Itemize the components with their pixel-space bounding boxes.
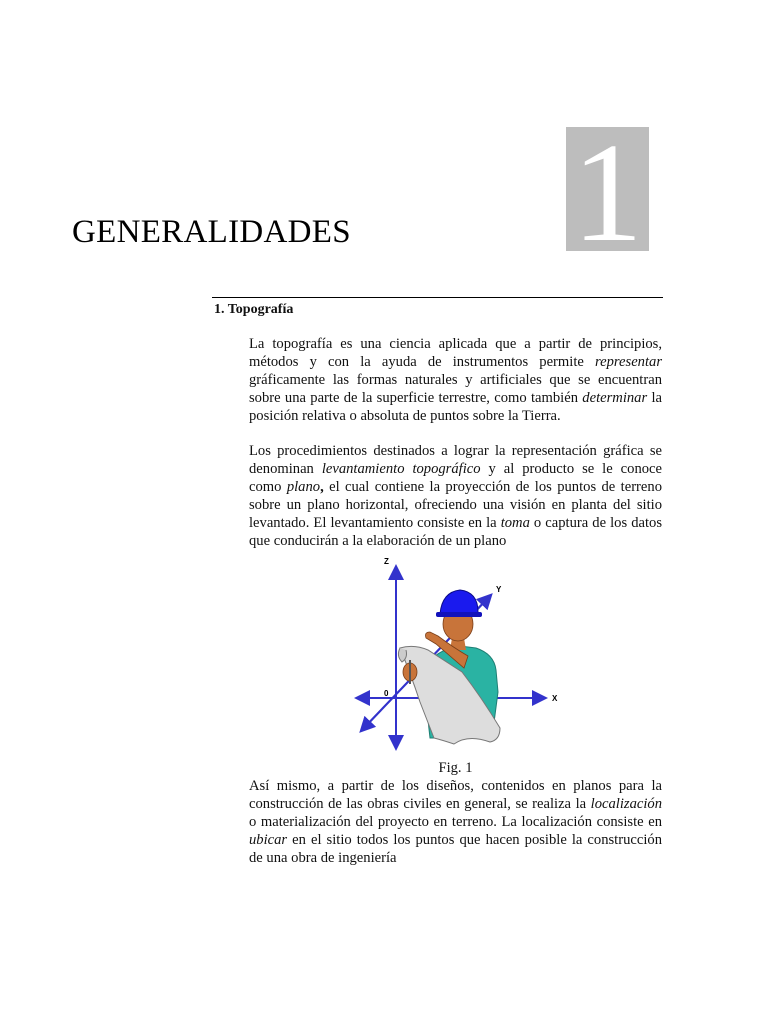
emphasis-term: levantamiento topográfico bbox=[321, 461, 481, 477]
text-run: o captura de los datos que conducirán a la elaboración de un plano bbox=[249, 515, 663, 549]
paragraph-1 bbox=[249, 335, 662, 425]
surveyor-illustration bbox=[350, 552, 565, 752]
chapter-number: 1 bbox=[572, 127, 643, 251]
text-run: en el sitio todos los puntos que hacen posible la construcción de una obra de ingeniería bbox=[249, 832, 662, 866]
figure-caption: Fig. 1 bbox=[438, 760, 473, 776]
text-run: Los procedimientos destinados a lograr la representación gráfica se denominan bbox=[249, 443, 662, 477]
text-run: la posición relativa o absoluta de puntos sobre la Tierra. bbox=[249, 390, 662, 424]
text-run: La topografía es una ciencia aplicada que a partir de principios, métodos y con la ayuda de instrumentos permite bbox=[249, 336, 662, 370]
emphasis-term: toma bbox=[500, 515, 530, 531]
emphasis-term: determinar bbox=[582, 390, 648, 406]
y-axis-label: Y bbox=[496, 585, 502, 594]
chapter-title: GENERALIDADES bbox=[72, 214, 351, 250]
origin-label: 0 bbox=[384, 689, 389, 698]
emphasis-term: ubicar bbox=[249, 832, 288, 848]
figure-surveyor-axes bbox=[350, 552, 565, 752]
text-run: o materialización del proyecto en terreno. La localización consiste en bbox=[249, 814, 662, 830]
emphasis-term: plano bbox=[286, 479, 321, 495]
x-axis-label: X bbox=[552, 694, 558, 703]
paragraph-3 bbox=[249, 777, 662, 867]
z-axis-label: Z bbox=[384, 557, 389, 566]
bold-comma: , bbox=[320, 479, 324, 495]
paragraph-2 bbox=[249, 442, 662, 550]
text-run: Así mismo, a partir de los diseños, contenidos en planos para la construcción de las obras civiles en general, se realiza la bbox=[249, 778, 662, 812]
text-run: gráficamente las formas naturales y artificiales que se encuentran sobre una parte de la superficie terrestre, como también bbox=[249, 372, 662, 406]
text-run: el cual contiene la proyección de los puntos de terreno sobre un plano horizontal, ofreciendo una visión en planta del sitio levantado. El levantamiento consiste en la bbox=[249, 479, 662, 531]
chapter-number-box bbox=[566, 127, 649, 251]
emphasis-term: representar bbox=[594, 354, 662, 370]
emphasis-term: localización bbox=[590, 796, 662, 812]
section-title: 1. Topografía bbox=[214, 302, 294, 317]
text-run: y al producto se le conoce como bbox=[249, 461, 662, 495]
section-divider bbox=[212, 297, 663, 298]
